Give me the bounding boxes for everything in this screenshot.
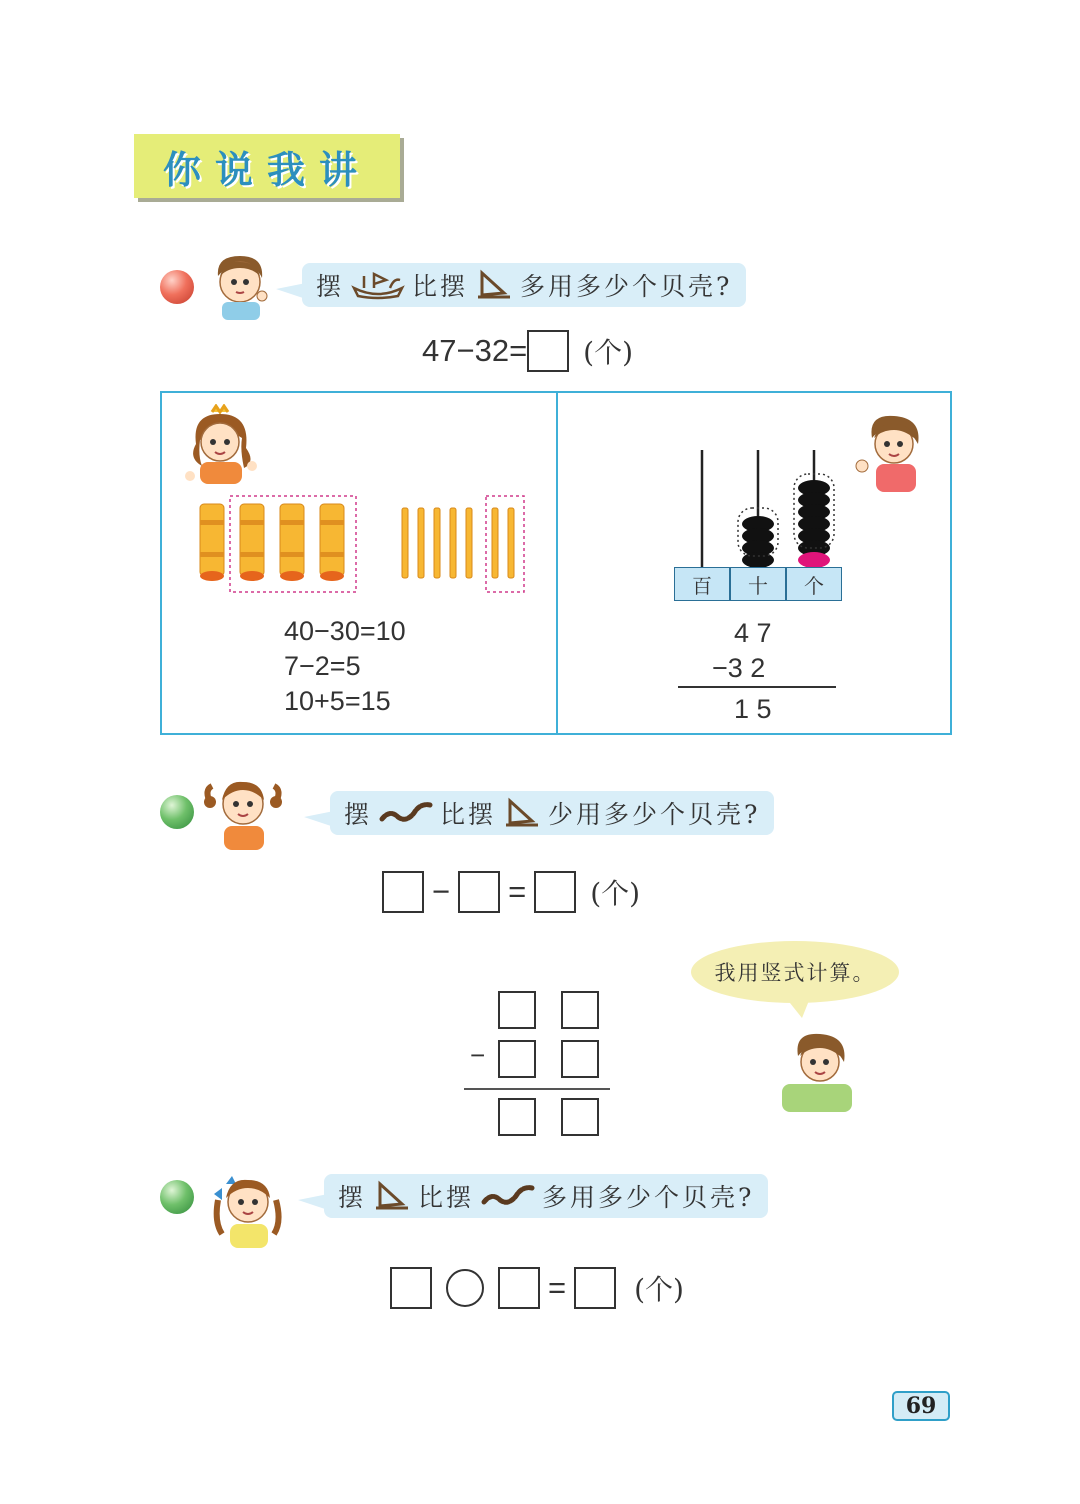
q1-prompt-c: 多用多少个贝壳? <box>520 272 733 301</box>
girl-with-crown-icon <box>182 404 262 488</box>
page-number <box>892 1391 950 1421</box>
vertical-rule-line <box>678 686 836 688</box>
shell-boat-icon <box>350 270 406 300</box>
vertical-rule-line <box>464 1088 610 1090</box>
calc-line-3: 10+5=15 <box>284 686 391 716</box>
bundles-calculation <box>284 614 406 719</box>
calc-line-1: 40−30=10 <box>284 616 406 646</box>
q1-unit: (个) <box>583 336 634 369</box>
q1-equation <box>422 330 633 372</box>
abacus-illustration <box>674 448 846 570</box>
thought-bubble-text: 我用竖式计算。 <box>714 961 876 985</box>
q2-prompt-c: 少用多少个贝壳? <box>548 800 761 829</box>
answer-box[interactable] <box>458 871 500 913</box>
q3-prompt-a: 摆 <box>338 1183 367 1212</box>
abacus-place-labels <box>674 567 842 601</box>
q3-prompt-c: 多用多少个贝壳? <box>542 1183 755 1212</box>
q3-prompt-b: 比摆 <box>418 1183 475 1212</box>
shell-caterpillar-icon <box>480 1182 536 1210</box>
boy-writing-icon <box>778 1026 858 1112</box>
q2-prompt-a: 摆 <box>344 800 373 829</box>
q1-speech-bubble <box>302 263 746 307</box>
place-label-tens: 十 <box>730 567 786 601</box>
tens-beads <box>742 516 774 568</box>
bundle-2 <box>240 504 264 581</box>
vertical-blank-box[interactable] <box>561 1040 599 1078</box>
panel-divider <box>556 391 558 735</box>
shell-caterpillar-icon <box>378 799 434 827</box>
ones-beads <box>798 480 830 556</box>
q2-speech-bubble <box>330 791 774 835</box>
boy-pointing-icon <box>852 408 926 494</box>
girl-with-pigtails-icon <box>202 772 284 852</box>
q3-equation <box>390 1267 684 1309</box>
remaining-bead <box>798 552 830 568</box>
bundle-3 <box>280 504 304 581</box>
answer-box[interactable] <box>574 1267 616 1309</box>
vertical-middle-row: −3 2 <box>712 653 766 683</box>
girl-with-bows-icon <box>208 1170 288 1250</box>
minus-sign: − <box>432 874 451 909</box>
q2-unit: (个) <box>590 877 641 910</box>
green-bullet-icon <box>160 1180 194 1214</box>
answer-box[interactable] <box>534 871 576 913</box>
vertical-blank-box[interactable] <box>498 1098 536 1136</box>
operator-circle[interactable] <box>446 1269 484 1307</box>
place-label-hundreds: 百 <box>674 567 730 601</box>
bundle-4 <box>320 504 344 581</box>
stick-bundles-illustration <box>192 494 532 594</box>
answer-box[interactable] <box>498 1267 540 1309</box>
vertical-minus-sign: − <box>470 1040 486 1070</box>
shell-sailboat-icon <box>502 797 542 829</box>
vertical-result-row: 1 5 <box>734 694 772 724</box>
vertical-blank-box[interactable] <box>561 991 599 1029</box>
q1-equation-text: 47−32= <box>422 333 528 368</box>
vertical-blank-box[interactable] <box>498 1040 536 1078</box>
equals-sign: = <box>508 874 527 909</box>
answer-box[interactable] <box>390 1267 432 1309</box>
boy-thinking-icon <box>206 250 272 320</box>
vertical-blank-box[interactable] <box>561 1098 599 1136</box>
q2-prompt-b: 比摆 <box>440 800 497 829</box>
single-sticks <box>402 508 514 578</box>
section-header <box>134 134 400 198</box>
green-bullet-icon <box>160 795 194 829</box>
shell-sailboat-icon <box>474 269 514 301</box>
thought-bubble-tail <box>780 998 820 1020</box>
q3-unit: (个) <box>634 1273 684 1306</box>
answer-box[interactable] <box>527 330 569 372</box>
equals-sign: = <box>548 1270 567 1305</box>
place-label-ones: 个 <box>786 567 842 601</box>
bundle-1 <box>200 504 224 581</box>
vertical-blank-box[interactable] <box>498 991 536 1029</box>
page-number-text: 69 <box>905 1393 937 1419</box>
q2-equation <box>382 871 640 913</box>
q1-prompt-a: 摆 <box>316 272 345 301</box>
q1-prompt-b: 比摆 <box>412 272 469 301</box>
q3-speech-bubble <box>324 1174 768 1218</box>
calc-line-2: 7−2=5 <box>284 651 361 681</box>
section-title: 你说我讲 <box>162 147 371 192</box>
vertical-top-row: 4 7 <box>734 618 772 648</box>
shell-sailboat-icon <box>372 1180 412 1212</box>
red-bullet-icon <box>160 270 194 304</box>
answer-box[interactable] <box>382 871 424 913</box>
thought-bubble <box>691 941 899 1003</box>
